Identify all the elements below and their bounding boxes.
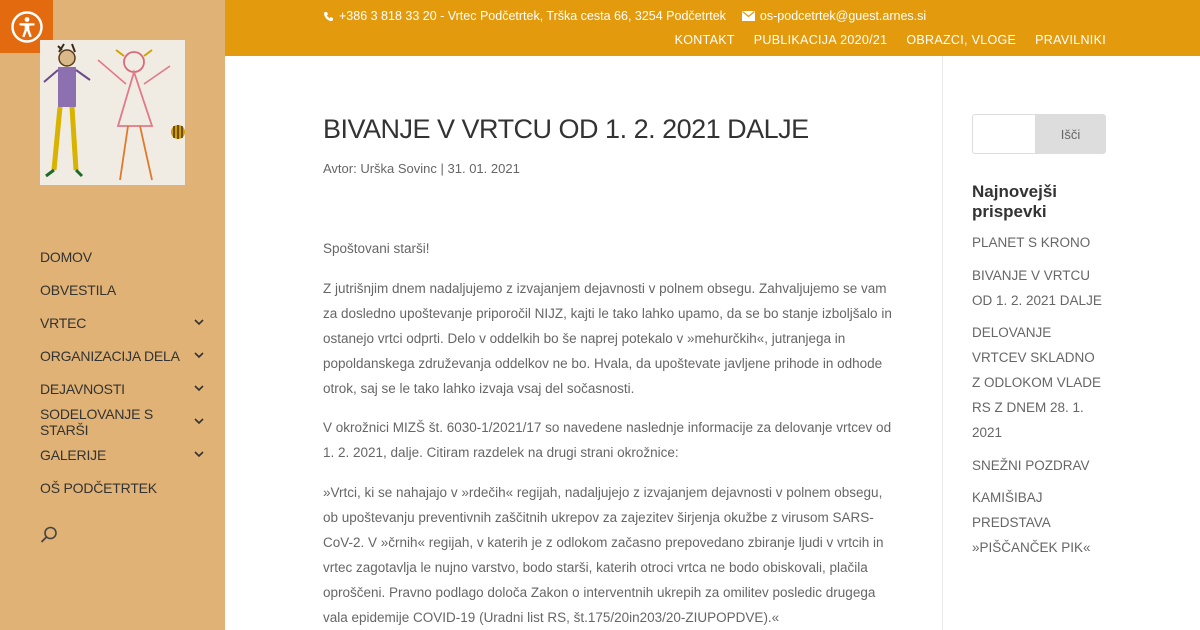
nav-item-label: DEJAVNOSTI [40, 380, 125, 397]
chevron-down-icon[interactable] [194, 351, 204, 361]
email-contact[interactable] [742, 9, 926, 23]
nav-item-vrtec[interactable] [40, 306, 210, 339]
nav-item-os-podcetrtek[interactable] [40, 471, 210, 504]
content-divider [942, 56, 943, 630]
recent-post-link[interactable]: SNEŽNI POZDRAV [972, 457, 1090, 473]
recent-posts-list [972, 230, 1106, 560]
search-input[interactable] [972, 114, 1035, 154]
nav-item-sodelovanje-s-starsi[interactable] [40, 405, 210, 438]
post-content [323, 236, 898, 630]
topnav-pravilniki[interactable]: PRAVILNIKI [1035, 33, 1106, 47]
chevron-down-icon[interactable] [194, 417, 204, 427]
topnav-kontakt[interactable]: KONTAKT [674, 33, 735, 47]
secondary-navigation [675, 33, 1106, 47]
child-drawing-logo [40, 40, 185, 185]
nav-item-label: OŠ PODČETRTEK [40, 479, 157, 496]
search-button[interactable]: Išči [1035, 114, 1106, 154]
topnav-obrazci-vloge[interactable]: OBRAZCI, VLOGE [906, 33, 1017, 47]
site-logo[interactable] [40, 40, 185, 185]
nav-item-label: GALERIJE [40, 446, 107, 463]
recent-post-link[interactable]: KAMIŠIBAJ PREDSTAVA »PIŠČANČEK PIK« [972, 490, 1091, 555]
post-paragraph: Spoštovani starši! [323, 241, 430, 256]
top-header-bar [225, 0, 1200, 56]
recent-post-link[interactable]: DELOVANJE VRTCEV SKLADNO Z ODLOKOM VLADE RS Z DNEM 28. 1. 2021 [972, 325, 1102, 440]
main-navigation [40, 240, 210, 504]
topnav-publikacija[interactable]: PUBLIKACIJA 2020/21 [753, 33, 888, 47]
contact-info [323, 9, 926, 23]
chevron-down-icon[interactable] [194, 318, 204, 328]
chevron-down-icon[interactable] [194, 384, 204, 394]
recent-post-link[interactable]: BIVANJE V VRTCU OD 1. 2. 2021 DALJE [972, 267, 1102, 308]
phone-address-text: +386 3 818 33 20 - Vrtec Podčetrtek, Trška cesta 66, 3254 Podčetrtek [339, 9, 726, 23]
email-text: os-podcetrtek@guest.arnes.si [759, 9, 927, 23]
accessibility-icon [10, 10, 44, 44]
nav-item-label: OBVESTILA [40, 281, 117, 298]
chevron-down-icon[interactable] [194, 450, 204, 460]
nav-item-domov[interactable] [40, 240, 210, 273]
post-paragraph: V okrožnici MIZŠ št. 6030-1/2021/17 so navedene naslednje informacije za delovanje vrtcev od 1. 2. 2021, dalje. Citiram razdelek na drugi strani okrožnice: [323, 420, 892, 460]
post-paragraph: Z jutrišnjim dnem nadaljujemo z izvajanjem dejavnosti v polnem obsegu. Zahvaljujemo se vam za dosledno upoštevanje priporočil NIJZ, kajti le tako lahko upamo, da se bo stanje izboljšalo in ostanejo vrtci odprti. Delo v oddelkih bo še naprej potekalo v »mehurčkih«, jutranjega in popoldanskega združevanja oddelkov ne bo. Hvala, da upoštevate javljene prihode in odhode otrok, saj se le tako lahko izvaja vsaj del sočasnosti. [323, 280, 892, 396]
post-title: BIVANJE V VRTCU OD 1. 2. 2021 DALJE [323, 114, 809, 144]
nav-item-label: DOMOV [40, 248, 92, 265]
nav-item-label: SODELOVANJE S STARŠI [40, 405, 154, 438]
post-meta: Avtor: Urška Sovinc | 31. 01. 2021 [323, 161, 520, 176]
nav-item-dejavnosti[interactable] [40, 372, 210, 405]
search-icon[interactable] [40, 526, 58, 544]
left-sidebar [0, 0, 225, 630]
post-article [323, 114, 898, 630]
recent-posts-title: Najnovejši prispevki [972, 182, 1058, 221]
nav-item-obvestila[interactable] [40, 273, 210, 306]
nav-item-label: VRTEC [40, 314, 87, 331]
search-form [972, 114, 1106, 154]
recent-post-link[interactable]: PLANET S KRONO [972, 235, 1091, 250]
nav-item-label: ORGANIZACIJA DELA [40, 347, 180, 364]
phone-icon [323, 11, 334, 22]
nav-item-organizacija-dela[interactable] [40, 339, 210, 372]
envelope-icon [742, 11, 755, 21]
phone-contact[interactable] [323, 9, 726, 23]
nav-item-galerije[interactable] [40, 438, 210, 471]
post-paragraph: »Vrtci, ki se nahajajo v »rdečih« regijah, nadaljujejo z izvajanjem dejavnosti v polnem obsegu, ob upoštevanju preventivnih zaščitnih ukrepov za zajezitev širjenja okužbe z virusom SARS-CoV-2. V »črnih« regijah, v katerih je z odlokom začasno prepovedano zbiranje ljudi v vrtcih in vrtec zagotavlja le nujno varstvo, bodo starši, katerih otroci vrtca ne bodo obiskovali, plačila oproščeni. Pravno podlago določa Zakon o interventnih ukrepih za omilitev posledic drugega vala epidemije COVID-19 (Uradni list RS, št.175/20in203/20-ZIUPOPDVE).« [323, 484, 884, 625]
right-sidebar [972, 114, 1106, 568]
